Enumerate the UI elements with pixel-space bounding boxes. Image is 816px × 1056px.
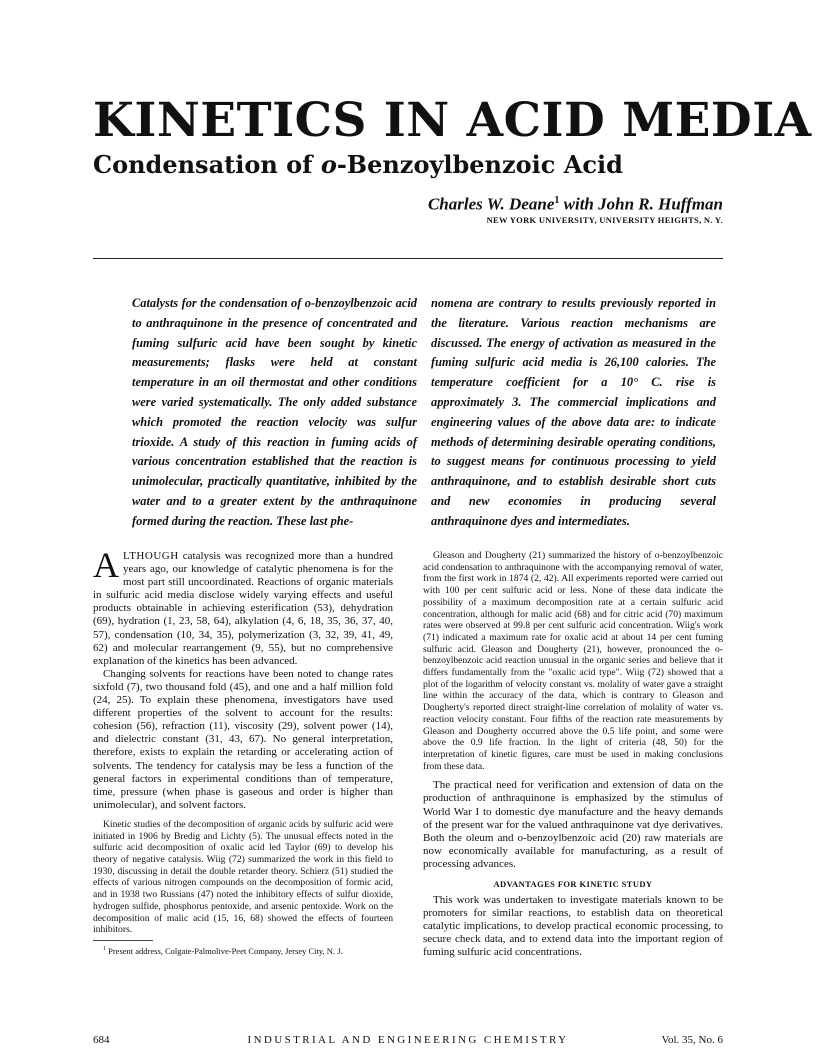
paragraph-gap bbox=[93, 812, 393, 819]
author-footnote-mark: 1 bbox=[554, 195, 560, 206]
abstract-right: nomena are contrary to results previously reported in the literature. Various reaction mechanisms are discussed. The energy of activation as measured in the fuming sulfuric acid media is 26,100 calories. The temperature coefficient for a 10° C. rise is approximately 3. The commercial implications and engineering values of the above data are: to indicate methods of determining desirable operating conditions, to suggest means for continuous processing to yield anthraquinone, and to establish desirable short cuts and new economies in producing several anthraquinone dyes and intermediates. bbox=[431, 296, 716, 528]
subtitle-post: -Benzoylbenzoic Acid bbox=[336, 150, 623, 179]
kinetic-studies-paragraph: Kinetic studies of the decomposition of organic acids by sulfuric acid were initiated in 1906 by Bredig and Lichty (5). The unusual effects noted in the sulfuric acid decomposition of oxalic acid led Taylor (69) to develop his theory of negative catalysis. Wiig (72) summarized the work in this field to 1930, discussing in detail the double retarder theory. Schierz (51) studied the effects of various nitrogen compounds on the decomposition of formic acid, and in 1938 two Russians (47) noted the inhibitory effects of sulfur dioxide, hydrogen sulfide, phosphorus pentoxide, and arsenic pentoxide. Work on the decomposition of malic acid (15, 16, 68) showed the effects of fourteen inhibitors. bbox=[93, 818, 393, 936]
intro-text: catalysis was recognized more than a hundred years ago, our knowledge of catalytic phenomena is for the most part still uncoordinated. Reactions of organic materials in sulfuric acid media disclose widely varying effects and useful products obtainable in achieving esterification (53), dehydration (69), hydration (1, 23, 58, 64), alkylation (4, 6, 18, 35, 36, 37, 40, 57), condensation (10, 34, 35), polymerization (3, 32, 39, 41, 49, 62) and molecular rearrangement (9, 55), but no comprehensive explanation of the kinetics has been advanced. bbox=[93, 550, 393, 667]
affiliation: NEW YORK UNIVERSITY, UNIVERSITY HEIGHTS, N. Y. bbox=[486, 215, 723, 225]
page-number: 684 bbox=[93, 1034, 110, 1046]
page-footer bbox=[93, 1033, 723, 1049]
header-divider bbox=[93, 258, 723, 259]
history-paragraph: Gleason and Dougherty (21) summarized the history of o-benzoylbenzoic acid condensation to anthraquinone with the accompanying removal of water, from the first work in 1874 (2, 42). All experiments reported were carried out with 100 per cent sulfuric acid or less. None of these data indicate the possibility of a maximum decomposition rate at a certain sulfuric acid concentration, although for malic acid (68) and for citric acid (70) maximum rates were observed at 99.8 per cent sulfuric acid concentration. Wiig's work (71) indicated a maximum rate for oxalic acid at about 14 per cent fuming sulfuric acid. Gleason and Dougherty (21), however, pronounced the o-benzoylbenzoic acid reaction unusual in the organic series and believe that it differs fundamentally from the "oxalic acid type". Wiig (72) showed that a plot of the logarithm of velocity constant vs. molality of water gave a straight line within the accuracy of the data, which is contrary to Gleason and Dougherty's reported direct straight-line correlation of molality of water vs. reaction velocity constant. Four fifths of the reaction rate measurements by Gleason and Dougherty occurred above the 0.5 life point, and some were above the 0.9 life fraction. In the light of criteria (48, 50) for the interpretation of kinetic figures, care must be used in making conclusions from these data. bbox=[423, 550, 723, 772]
volume-issue: Vol. 35, No. 6 bbox=[661, 1034, 723, 1046]
footnote bbox=[93, 944, 393, 957]
subtitle-italic: o bbox=[320, 150, 337, 179]
intro-paragraph bbox=[93, 545, 393, 668]
intro-caps: LTHOUGH bbox=[123, 550, 179, 562]
article-title: KINETICS IN ACID MEDIA bbox=[93, 93, 812, 148]
subtitle-pre: Condensation of bbox=[93, 150, 321, 179]
abstract-left: Catalysts for the condensation of o-benzoylbenzoic acid to anthraquinone in the presence of concentrated and fuming sulfuric acid have been sought by kinetic measurements; flasks were held at constant temperature in an oil thermostat and other conditions were varied systematically. The only added substance which promoted the reaction velocity was sulfur trioxide. A study of this reaction in fuming acids of various concentration established that the reaction is unimolecular, practically quantitative, inhibited by the water and to a greater extent by the anthraquinone formed during the reaction. These last phe- bbox=[132, 296, 417, 528]
body-column-left bbox=[93, 545, 393, 957]
footnote-mark: 1 bbox=[103, 945, 106, 952]
author-line bbox=[243, 190, 723, 216]
author-primary: Charles W. Deane bbox=[427, 194, 555, 214]
article-subtitle bbox=[93, 150, 623, 180]
paragraph-gap bbox=[423, 772, 723, 779]
section-heading: ADVANTAGES FOR KINETIC STUDY bbox=[493, 879, 653, 890]
journal-name: INDUSTRIAL AND ENGINEERING CHEMISTRY bbox=[247, 1034, 569, 1046]
body-column-right bbox=[423, 550, 723, 959]
drop-cap: A bbox=[93, 545, 119, 585]
author-secondary: with John R. Huffman bbox=[559, 194, 723, 214]
purpose-paragraph: This work was undertaken to investigate materials known to be promoters for similar reactions, to establish data on theoretical catalytic implications, to develop practical economic processing, to secure check data, and to extend data into the important region of fuming sulfuric acid concentrations. bbox=[423, 894, 723, 959]
solvent-paragraph: Changing solvents for reactions have been noted to change rates sixfold (7), two thousand fold (45), and one and a half million fold (24, 25). To explain these phenomena, investigators have used different properties of the solvent to account for the results: cohesion (56), refraction (11), viscosity (29), solvent power (14), and dielectric constant (31, 43, 67). No general interpretation, therefore, exists to explain the retarding or accelerating action of solvents. The tendency for catalysis may be less a function of the general factors in experimental conditions than of temperature, time, pressure (when phase is gaseous and order is higher than unimolecular), and solvent factors. bbox=[93, 667, 393, 811]
footnote-text: Present address, Colgate-Palmolive-Peet Company, Jersey City, N. J. bbox=[106, 945, 343, 956]
practical-need-paragraph: The practical need for verification and extension of data on the production of anthraquinone is emphasized by the stimulus of World War I to domestic dye manufacture and the heavy demands of the present war for the valued anthraquinone vat dye derivatives. Both the oleum and o-benzoylbenzoic acid (20) raw materials are now economically available for manufacturing, as a result of processing advances. bbox=[423, 779, 723, 870]
